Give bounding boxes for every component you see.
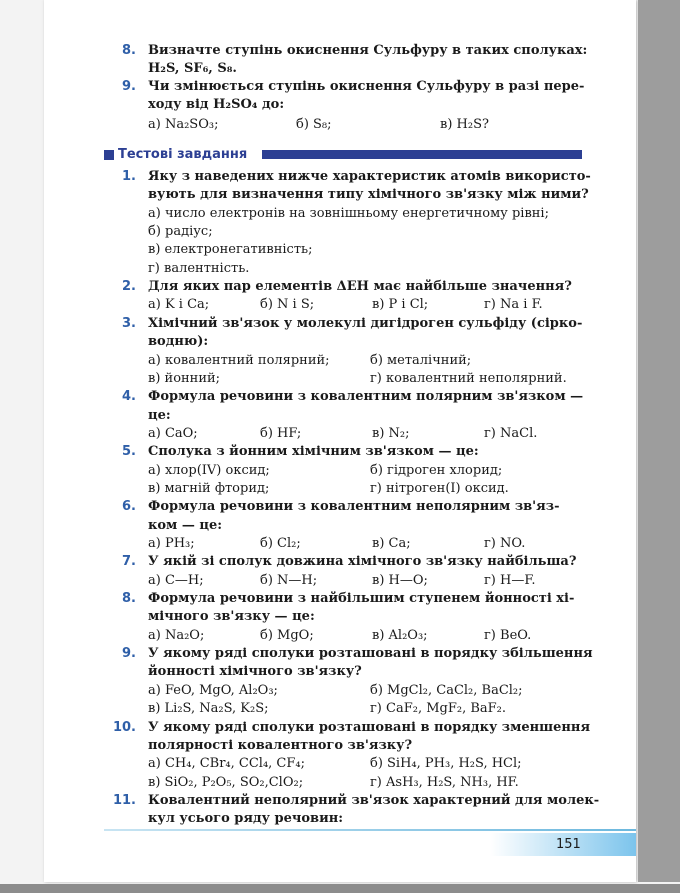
answer-option: в) SiO₂, P₂O₅, SO₂,ClO₂; [148,775,304,790]
bottom-margin-bar [0,884,680,893]
answer-option: г) AsH₃, H₂S, NH₃, HF. [370,775,519,790]
answer-option: г) ковалентний неполярний. [370,371,567,386]
test-question: водню): [148,334,209,349]
test-question: ком — це: [148,518,223,533]
answer-option: а) Na₂O; [148,628,205,643]
test-number: 3. [122,316,136,331]
answer-option: в) Ca; [372,536,411,551]
test-number: 7. [122,554,136,569]
answer-option: б) N—H; [260,573,318,588]
test-question: Хімічний зв'язок у молекулі дигідроген сульфіду (сірко- [148,316,583,331]
test-number: 8. [122,591,136,606]
answer-option: г) CaF₂, MgF₂, BaF₂. [370,701,507,716]
answer-option: а) CaO; [148,426,198,441]
test-number: 11. [112,793,136,808]
test-question: йонності хімічного зв'язку? [148,664,362,679]
test-question: У якій зі сполук довжина хімічного зв'язку найбільша? [148,554,577,569]
question-number: 8. [122,43,136,58]
question-text: ходу від H₂SO₄ до: [148,97,285,112]
test-question: Яку з наведених нижче характеристик атомів використо- [148,169,591,184]
answer-option: а) Na₂SO₃; [148,117,219,132]
answer-option: г) валентність. [148,261,250,276]
test-question: Для яких пар елементів ΔЕН має найбільше значення? [148,279,572,294]
answer-option: б) S₈; [296,117,332,132]
question-text: Визначте ступінь окиснення Сульфуру в таких сполуках: [148,43,588,58]
test-question: У якому ряді сполуки розташовані в порядку збільшення [148,646,593,661]
answer-option: г) Na і F. [484,297,543,312]
answer-option: г) нітроген(I) оксид. [370,481,509,496]
section-marker-icon [104,150,114,160]
test-number: 1. [122,169,136,184]
answer-option: а) FeO, MgO, Al₂O₃; [148,683,278,698]
answer-option: а) ковалентний полярний; [148,353,330,368]
test-question: Ковалентний неполярний зв'язок характерний для молек- [148,793,600,808]
answer-option: б) N і S; [260,297,315,312]
answer-option: б) MgCl₂, CaCl₂, BaCl₂; [370,683,523,698]
test-question: Формула речовини з найбільшим ступенем йонності хі- [148,591,575,606]
answer-option: в) Li₂S, Na₂S, K₂S; [148,701,269,716]
page-number: 151 [556,837,581,852]
test-question: це: [148,408,171,423]
answer-option: б) HF; [260,426,302,441]
answer-option: б) гідроген хлорид; [370,463,503,478]
test-question: Формула речовини з ковалентним неполярним зв'яз- [148,499,560,514]
answer-option: г) NO. [484,536,526,551]
answer-option: в) Al₂O₃; [372,628,428,643]
answer-option: а) число електронів на зовнішньому енергетичному рівні; [148,206,549,221]
answer-option: б) Cl₂; [260,536,301,551]
answer-option: г) H—F. [484,573,536,588]
question-text: H₂S, SF₆, S₈. [148,61,237,76]
answer-option: г) NaCl. [484,426,538,441]
answer-option: а) CH₄, CBr₄, CCl₄, CF₄; [148,756,305,771]
test-question: Сполука з йонним хімічним зв'язком — це: [148,444,479,459]
answer-option: б) радіус; [148,224,213,239]
test-number: 9. [122,646,136,661]
test-question: вують для визначення типу хімічного зв'язку між ними? [148,187,589,202]
answer-option: в) H—O; [372,573,428,588]
answer-option: в) магній фторид; [148,481,270,496]
question-text: Чи змінюється ступінь окиснення Сульфуру в разі пере- [148,79,585,94]
test-number: 5. [122,444,136,459]
answer-option: а) хлор(IV) оксид; [148,463,270,478]
answer-option: а) K і Ca; [148,297,210,312]
question-number: 9. [122,79,136,94]
test-question: кул усього ряду речовин: [148,811,344,826]
answer-option: б) SiH₄, PH₃, H₂S, HCl; [370,756,522,771]
footer-rule [104,829,636,831]
test-question: У якому ряді сполуки розташовані в порядку зменшення [148,720,591,735]
test-number: 10. [112,720,136,735]
answer-option: в) електронегативність; [148,242,313,257]
test-number: 4. [122,389,136,404]
answer-option: в) H₂S? [440,117,489,132]
answer-option: б) металічний; [370,353,472,368]
answer-option: в) йонний; [148,371,221,386]
section-rule [262,150,582,159]
test-question: Формула речовини з ковалентним полярним зв'язком — [148,389,584,404]
answer-option: б) MgO; [260,628,314,643]
section-title: Тестові завдання [118,147,248,162]
answer-option: в) N₂; [372,426,410,441]
right-margin-bar [638,0,680,882]
answer-option: г) BeO. [484,628,532,643]
test-question: мічного зв'язку — це: [148,609,315,624]
test-question: полярності ковалентного зв'язку? [148,738,413,753]
test-number: 6. [122,499,136,514]
test-number: 2. [122,279,136,294]
answer-option: в) P і Cl; [372,297,429,312]
answer-option: а) C—H; [148,573,204,588]
answer-option: а) PH₃; [148,536,195,551]
